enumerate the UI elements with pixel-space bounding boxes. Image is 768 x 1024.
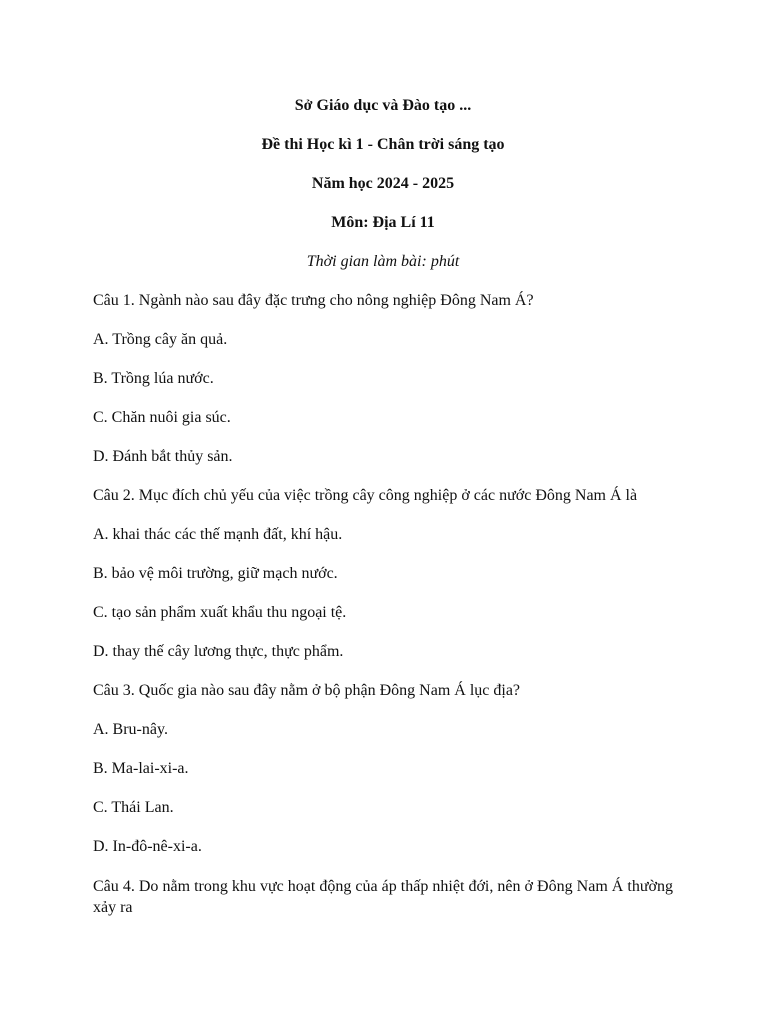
option-b: B. Trồng lúa nước.	[93, 370, 214, 387]
option-b: B. Ma-lai-xi-a.	[93, 760, 189, 777]
school-year: Năm học 2024 - 2025	[311, 175, 455, 192]
option-c: C. Thái Lan.	[93, 799, 174, 816]
option-a: A. Bru-nây.	[93, 721, 168, 738]
exam-title: Đề thi Học kì 1 - Chân trời sáng tạo	[261, 136, 505, 153]
option-c: C. tạo sản phẩm xuất khẩu thu ngoại tệ.	[93, 604, 347, 621]
option-c: C. Chăn nuôi gia súc.	[93, 409, 231, 426]
exam-duration: Thời gian làm bài: phút	[306, 253, 460, 270]
option-b: B. bảo vệ môi trường, giữ mạch nước.	[93, 565, 338, 582]
option-d: D. In-đô-nê-xi-a.	[93, 838, 202, 855]
question-4	[93, 876, 673, 918]
option-a: A. khai thác các thế mạnh đất, khí hậu.	[93, 526, 343, 543]
question-text: Câu 3. Quốc gia nào sau đây nằm ở bộ phận Đông Nam Á lục địa?	[93, 682, 521, 699]
exam-document	[93, 96, 673, 936]
question-1	[93, 291, 673, 467]
option-a: A. Trồng cây ăn quả.	[93, 331, 228, 348]
question-2	[93, 486, 673, 662]
option-d: D. thay thế cây lương thực, thực phẩm.	[93, 643, 344, 660]
question-text: Câu 2. Mục đích chủ yếu của việc trồng cây công nghiệp ở các nước Đông Nam Á là	[93, 487, 638, 504]
question-text: Câu 4. Do nằm trong khu vực hoạt động của áp thấp nhiệt đới, nên ở Đông Nam Á thường xảy ra	[93, 878, 673, 916]
subject-title: Môn: Địa Lí 11	[331, 214, 435, 231]
option-d: D. Đánh bắt thủy sản.	[93, 448, 233, 465]
question-3	[93, 681, 673, 857]
question-text: Câu 1. Ngành nào sau đây đặc trưng cho nông nghiệp Đông Nam Á?	[93, 292, 534, 309]
department-title: Sở Giáo dục và Đào tạo ...	[294, 97, 472, 114]
